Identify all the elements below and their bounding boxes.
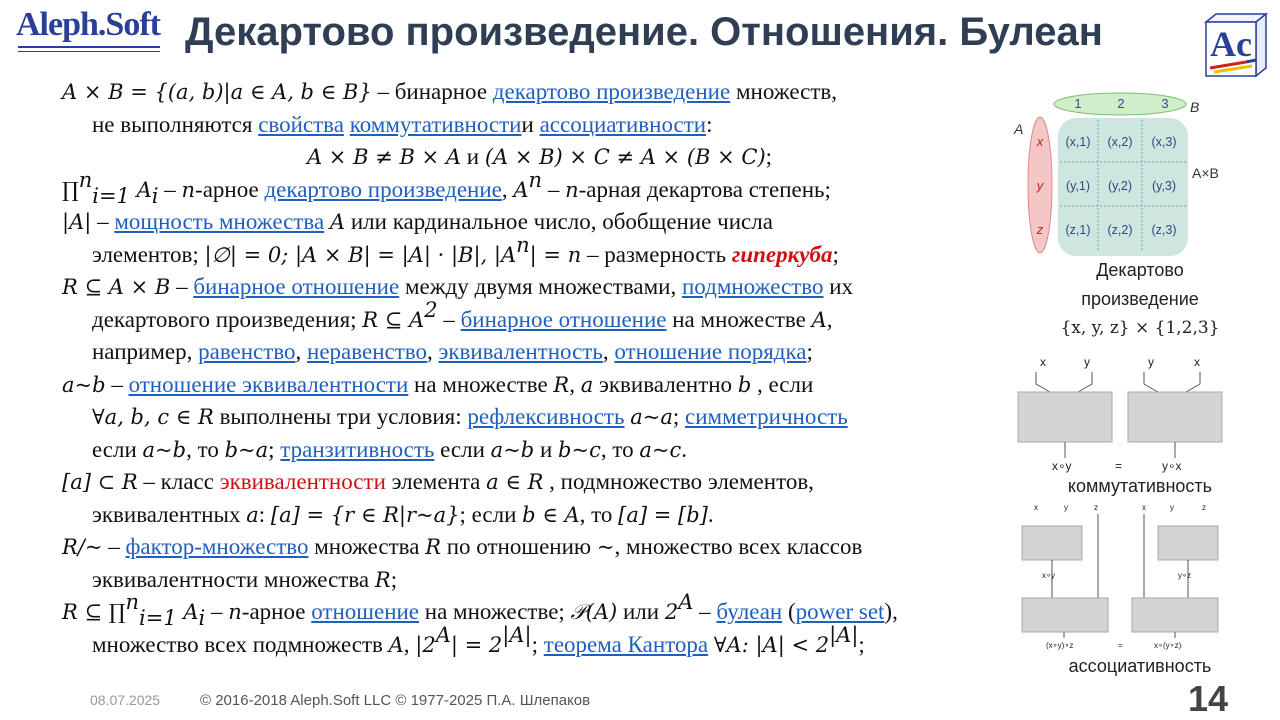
text: – [91,209,115,234]
formula: R [425,535,441,559]
logo-underline [18,46,160,48]
text: , то [579,501,619,527]
text: -арное [195,176,265,202]
text: по отношению [441,534,597,559]
text: ; [858,631,865,657]
link-transitivity[interactable]: транзитивность [280,436,435,462]
text: – бинарное [371,79,493,104]
text: , [501,176,514,202]
text: эквивалентно [593,371,738,397]
comm-output: y∘x [1162,459,1182,473]
text: множеств, [730,79,837,104]
footer-copyright: © 2016-2018 Aleph.Soft LLC © 1977-2025 П.А. Шлепаков [200,692,591,709]
comm-output: x∘y [1052,459,1072,473]
formula: R [374,567,391,592]
line-4 [62,167,1017,208]
text: – [437,306,461,332]
link-binary-relation[interactable]: бинарное отношение [460,306,667,332]
logo-cube-icon [1202,10,1270,78]
line-5 [62,206,1017,239]
link-properties[interactable]: свойства [258,111,344,137]
text: – [170,274,194,299]
text: если [92,436,143,462]
product-cell: (x,2) [1107,135,1133,149]
text: элемента [385,469,487,494]
link-associativity[interactable]: ассоциативности [539,111,707,137]
link-power-set[interactable]: power set [795,599,885,624]
text: – [205,599,229,624]
formula: n [181,177,196,202]
link-order-relation[interactable]: отношение порядка [614,339,807,364]
formula: 2 [664,600,679,624]
text: ; если [459,501,523,527]
logo-right-text: Ac [1210,24,1252,64]
link-cartesian-product[interactable]: декартово произведение [264,176,502,202]
line-9 [62,336,1017,369]
formula: a~b [62,372,106,397]
subscript: i=1 [139,606,177,630]
formula: A [388,632,404,657]
superscript: 2 [424,297,438,322]
comm-input: x [1040,355,1046,369]
text: , [826,306,833,332]
text: , [426,339,439,364]
text: ), [884,599,898,624]
set-b-item: 2 [1117,96,1125,111]
text: и [534,436,559,462]
highlight-hypercube: гиперкуба [731,241,833,267]
cartesian-diagram [1013,93,1219,256]
label-a: A [1014,121,1024,137]
link-cartesian-product[interactable]: декартово произведение [492,79,731,104]
line-10 [62,369,1017,402]
formula: b [737,372,752,397]
line-12 [62,434,1017,467]
logo-text: Aleph.Soft [16,6,160,43]
line-15 [62,531,1017,564]
product-cell: (z,1) [1065,223,1091,237]
link-binary-relation[interactable]: бинарное отношение [193,274,400,299]
text: или [617,599,665,624]
text: или кардинальное число, обобщение числа [345,209,773,234]
caption-cartesian-3: {x, y, z} × {1,2,3} [1060,318,1220,338]
diagrams-svg [1010,90,1270,690]
subscript: i [151,183,159,208]
assoc-input: z [1094,503,1098,512]
subscript: i=1 [92,183,130,208]
formula: 𝒫(A) [570,600,618,624]
line-2 [62,109,1017,142]
text: ; [672,404,686,429]
assoc-input: y [1170,503,1174,512]
link-symmetry[interactable]: симметричность [685,404,848,429]
text: множества [308,534,426,559]
text: – [542,176,566,202]
text: на множестве [408,371,554,397]
assoc-mid: y∘z [1178,571,1192,580]
text: ( [782,599,796,624]
set-a-item: y [1036,178,1044,193]
text: , [403,631,416,657]
text: множество всех подмножеств [92,631,389,657]
formula: a~a [630,405,673,429]
page-title: Декартово произведение. Отношения. Булеан [185,10,1103,54]
caption-commutativity: коммутативность [1067,476,1213,496]
comm-input: x [1194,355,1200,369]
product-cell: (z,2) [1107,223,1133,237]
operation-box [1022,598,1108,632]
formula: R [553,372,570,397]
formula: | = n [529,242,582,267]
text: на множестве [666,306,812,332]
line-1 [62,76,1017,109]
link-cardinality[interactable]: мощность множества [114,209,325,234]
line-8 [62,297,1017,337]
text: . [707,501,714,527]
text: эквивалентности множества [92,566,375,592]
formula: n [565,177,579,202]
text: ; [832,241,839,267]
text: , [569,371,581,397]
label-axb: A×B [1192,165,1219,181]
formula: b~a [224,437,269,462]
text: ; [806,339,813,364]
superscript: |A| [829,622,859,647]
text: – [105,371,129,397]
text: , множество всех классов [614,534,863,559]
text: -арное [241,599,312,624]
formula: [a] ⊂ R [62,470,138,494]
text: ; [268,436,281,462]
caption-cartesian-2: произведение [1081,289,1199,309]
logo-underline-thin [18,51,160,52]
text: – [158,176,182,202]
text: эквивалентных [92,501,247,527]
line-13 [62,466,1017,499]
link-equivalence-relation[interactable]: отношение эквивалентности [128,371,409,397]
link-subset[interactable]: подмножество [681,274,824,299]
assoc-input: z [1202,503,1206,512]
caption-associativity: ассоциативность [1068,656,1212,676]
formula: a~c [639,437,682,462]
assoc-input: x [1034,503,1038,512]
comm-input: y [1148,355,1154,369]
text: и [521,111,540,137]
assoc-input: y [1064,503,1068,512]
line-11 [62,401,1017,434]
set-b-item: 1 [1074,96,1082,111]
formula: b~c [558,437,601,462]
text: ; [390,566,398,592]
formula: R ⊆ A [362,307,425,332]
text: ; [765,144,773,169]
text: декартового произведения; [92,306,363,332]
comm-input: y [1084,355,1090,369]
superscript: n [78,167,93,192]
formula: A [513,177,529,202]
text: – [102,534,126,559]
link-relation[interactable]: отношение [311,599,420,624]
text: выполнены три условия: [213,404,468,429]
text: , то [186,436,225,462]
formula: A × B ≠ B × A [306,145,461,169]
operation-box [1022,526,1082,560]
formula: A [329,210,346,234]
assoc-equals: = [1118,641,1123,650]
product-cell: (y,1) [1065,179,1091,193]
commutativity-diagram [1018,355,1222,473]
formula: |∅| = 0; |A × B| = |A| · |B|, |A [204,242,517,267]
product-cell: (y,2) [1107,179,1133,193]
formula: a [580,372,594,397]
formula: ∀A: |A| < 2 [713,632,830,657]
footer-date: 08.07.2025 [90,692,161,708]
line-18 [62,622,1017,662]
formula: [a] = {r ∈ R|r~a} [270,502,460,527]
highlight-equivalence: эквивалентности [219,469,386,494]
product-cell: (x,1) [1065,135,1091,149]
operation-box [1018,392,1112,442]
formula: [a] = [b] [618,502,708,527]
formula: A [811,307,827,332]
link-commutativity[interactable]: коммутативности [349,111,522,137]
link-quotient-set[interactable]: фактор-множество [125,534,309,559]
text: если [434,436,491,462]
formula: a~b [490,437,535,462]
page-number: 14 [1188,678,1229,719]
text: – [693,599,717,624]
formula: A [129,177,152,202]
text: , то [600,436,640,462]
formula: a [246,502,259,527]
text: между двумя множествами, [399,274,682,299]
link-boolean[interactable]: булеан [716,599,783,624]
superscript: n [528,167,543,192]
product-cell: (x,3) [1151,135,1177,149]
text: и [461,144,485,169]
formula: |2 [415,632,436,657]
text: , подмножество элементов, [543,469,814,494]
assoc-input: x [1142,503,1146,512]
operation-box [1128,392,1222,442]
link-cantor-theorem[interactable]: теорема Кантора [543,631,709,657]
superscript: A [435,622,451,647]
line-7 [62,271,1017,304]
set-a-item: z [1036,222,1044,237]
link-reflexivity[interactable]: рефлексивность [467,404,625,429]
formula: a~b [142,437,187,462]
assoc-mid: x∘y [1042,571,1056,580]
line-6 [62,232,1017,272]
product-cell: (z,3) [1151,223,1177,237]
set-b-item: 3 [1161,96,1169,111]
formula: (A × B) × C ≠ A × (B × C) [484,145,766,169]
text: : [706,111,713,137]
text: не выполняются [92,111,259,137]
link-inequality[interactable]: неравенство [307,339,427,364]
product-cell: (y,3) [1151,179,1177,193]
text: ; [531,631,544,657]
text: , [602,339,615,364]
superscript: n [125,590,140,614]
formula: A × B = {(a, b)|a ∈ A, b ∈ B} [62,80,372,104]
subscript: i [198,606,206,630]
text: их [823,274,854,299]
comm-equals: = [1115,459,1123,473]
main-content [62,76,1017,661]
formula: R ⊆ A × B [62,275,171,299]
formula: b ∈ A [522,502,580,527]
formula: R ⊆ ∏ [62,600,126,624]
superscript: |A| [502,622,532,647]
text: . [681,436,687,462]
text: на множестве; [419,599,571,624]
text: например, [92,339,199,364]
diagrams-panel [1010,90,1270,690]
logo-aleph-soft [16,6,160,44]
assoc-output: x∘(y∘z) [1154,641,1182,650]
line-16 [62,564,1017,597]
operation-box [1132,598,1218,632]
formula: n [228,600,242,624]
link-equality[interactable]: равенство [198,339,296,364]
formula: a ∈ R [486,470,544,494]
text: -арная декартова степень; [578,176,831,202]
associativity-diagram [1022,503,1218,650]
product-symbol: ∏ [62,177,79,202]
formula: ~ [596,535,615,559]
superscript: n [516,232,530,257]
text: – класс [137,469,220,494]
superscript: A [678,590,694,614]
text: : [258,501,271,527]
formula: R/~ [62,535,103,559]
formula: ∀a, b, c ∈ R [92,405,214,429]
formula: |A| [62,210,92,234]
operation-box [1158,526,1218,560]
line-17 [62,590,1017,630]
link-equivalence[interactable]: эквивалентность [438,339,603,364]
formula: A [176,600,199,624]
caption-cartesian-1: Декартово [1096,260,1184,280]
text: , [295,339,308,364]
label-b: B [1190,99,1200,115]
formula: | = 2 [450,632,503,657]
text: элементов; [92,241,205,267]
assoc-output: (x∘y)∘z [1046,641,1074,650]
set-a-item: x [1036,134,1044,149]
line-14 [62,499,1017,532]
text: , если [751,371,814,397]
text: – размерность [581,241,732,267]
